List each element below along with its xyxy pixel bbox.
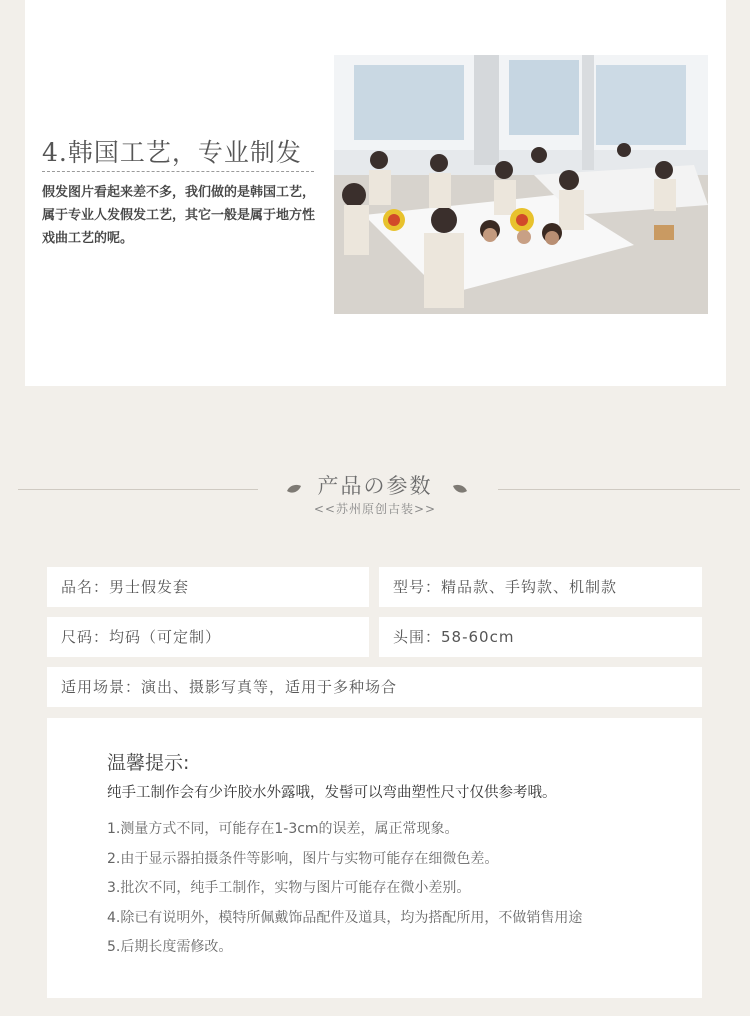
craft-divider [42, 171, 314, 172]
tips-item: 4.除已有说明外，模特所佩戴饰品配件及道具，均为搭配所用，不做销售用途 [107, 909, 583, 926]
params-section-subtitle: <<苏州原创古装>> [313, 502, 437, 516]
tips-item: 1.测量方式不同，可能存在1-3cm的误差，属正常现象。 [107, 821, 459, 837]
tips-lead: 纯手工制作会有少许胶水外露哦，发髻可以弯曲塑性尺寸仅供参考哦。 [107, 785, 557, 801]
workshop-photo [334, 55, 708, 314]
param-usage: 适用场景：演出、摄影写真等，适用于多种场合 [47, 667, 702, 707]
params-section-title: 产品の参数 [317, 474, 433, 498]
param-model: 型号：精品款、手钩款、机制款 [379, 567, 702, 607]
tips-item: 2.由于显示器拍摄条件等影响，图片与实物可能存在细微色差。 [107, 850, 499, 867]
craft-description: 假发图片看起来差不多，我们做的是韩国工艺，属于专业人发假发工艺，其它一般是属于地方性戏曲工艺的呢。 [42, 185, 316, 246]
tips-item: 5.后期长度需修改。 [107, 939, 233, 956]
tips-title: 温馨提示: [107, 752, 190, 774]
param-name: 品名：男士假发套 [47, 567, 369, 607]
tips-list [107, 815, 582, 963]
tips-item: 3.批次不同，纯手工制作，实物与图片可能存在微小差别。 [107, 880, 471, 897]
craft-title: 4.韩国工艺，专业制发 [42, 138, 302, 167]
param-head: 头围：58-60cm [379, 617, 702, 657]
workshop-illustration [334, 55, 708, 314]
param-size: 尺码：均码（可定制） [47, 617, 369, 657]
tips-card [47, 718, 702, 998]
